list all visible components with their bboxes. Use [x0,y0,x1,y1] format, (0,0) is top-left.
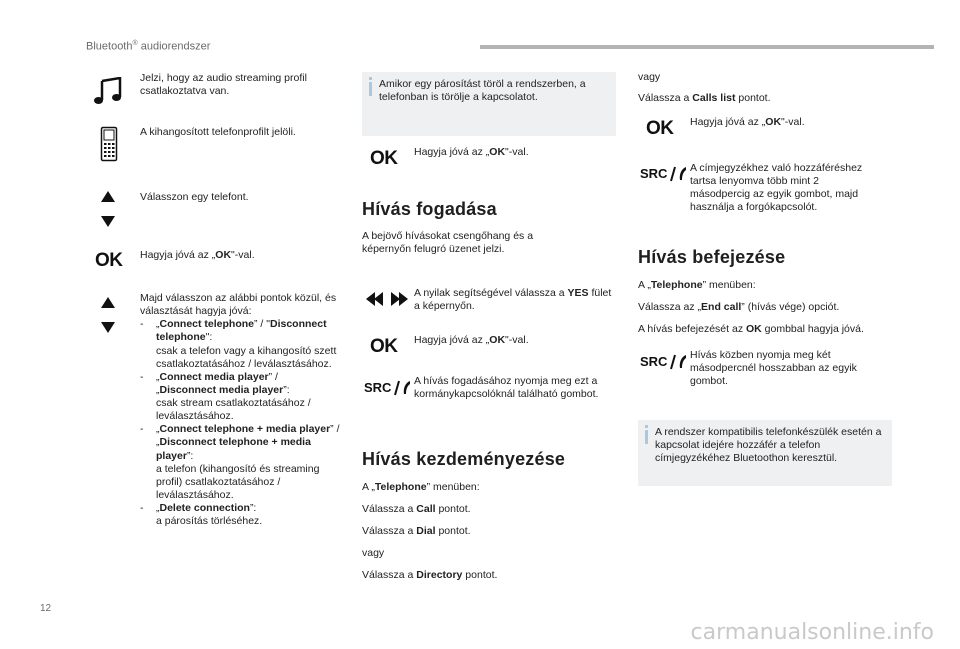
list-item: - „Connect media player” / „Disconnect media player”: csak stream csatlakoztatásához / leválasztásához. [140,371,340,424]
text-confirm-end: A hívás befejezését az OK gombbal hagyja jóvá. [638,323,864,335]
left-right-arrows-icon [366,292,408,310]
page-number: 12 [40,603,52,614]
heading-end-call: Hívás befejezése [638,247,786,267]
text-or: vagy [638,71,661,83]
info-icon-bar [369,82,372,96]
text-telephone-menu: A „Telephone” menüben: [638,279,756,291]
info-icon [369,77,372,80]
text-select-phone: Válasszon egy telefont. [140,191,249,203]
music-note-icon [93,77,125,109]
text-select-directory: Válassza a Directory pontot. [362,569,498,581]
mobile-phone-icon [100,126,118,166]
watermark: carmanualsonline.info [690,620,934,645]
info-note-phonebook-access [638,420,892,486]
info-icon [645,425,648,428]
text-select-end-call: Válassza az „End call” (hívás vége) opciót. [638,301,840,313]
up-down-arrows-icon [101,297,115,337]
text-select-call: Válassza a Call pontot. [362,503,471,515]
header-rule [480,45,934,49]
info-note-text: Amikor egy párosítást töröl a rendszerben, a telefonban is törölje a kapcsolatot. [379,78,586,104]
text-handsfree-profile: A kihangosított telefonprofilt jelöli. [140,126,296,138]
page-header-title: Bluetooth® audiorendszer [86,40,211,53]
list-item: - „Delete connection”: a párosítás törléséhez. [140,502,340,528]
info-note-text: A rendszer kompatibilis telefonkészülék esetén a kapcsolat idejére hozzáfér a telefon címjegyzékéhez Bluetoothon keresztül. [655,426,882,465]
text-confirm-ok: Hagyja jóvá az „OK"-val. [414,146,529,158]
src-phone-button-icon: SRC [640,354,689,370]
ok-button-icon: OK [370,336,398,357]
list-item: - „Connect telephone + media player” / „Disconnect telephone + media player”: a telefon (kihangosító és streaming profil) csatlakoztatásához / leválasztásához. [140,423,340,502]
text-directory-access: A címjegyzékhez való hozzáféréshez tartsa lenyomva több mint 2 másodpercig az egyik gombot, majd használja a forgókapcsolót. [690,162,863,214]
connection-options [140,292,340,528]
text-or: vagy [362,547,385,559]
text-end-during-call: Hívás közben nyomja meg két másodpercnél hosszabban az egyik gombot. [690,349,857,388]
text-incoming-call: A bejövő hívásokat csengőhang és a képernyőn felugró üzenet jelzi. [362,230,534,256]
src-phone-button-icon: SRC [364,380,413,396]
text-confirm-ok: Hagyja jóvá az „OK"-val. [414,334,529,346]
text-answer-call: A hívás fogadásához nyomja meg ezt a kormánykapcsolóknál található gombot. [414,375,599,401]
text-telephone-menu: A „Telephone” menüben: [362,481,480,493]
heading-make-call: Hívás kezdeményezése [362,449,566,469]
src-phone-button-icon: SRC [640,166,689,182]
text-audio-streaming: Jelzi, hogy az audio streaming profil csatlakoztatva van. [140,72,307,98]
ok-button-icon: OK [646,118,674,139]
ok-button-icon: OK [95,250,123,271]
text-select-calls-list: Válassza a Calls list pontot. [638,92,771,104]
up-down-arrows-icon [101,191,115,231]
ok-button-icon: OK [370,148,398,169]
heading-receive-call: Hívás fogadása [362,199,497,219]
options-intro: Majd válasszon az alábbi pontok közül, és választását hagyja jóvá: [140,292,337,318]
info-note-delete-pairing [362,72,616,136]
list-item: - „Connect telephone” / "Disconnect telephone": csak a telefon vagy a kihangosító szett csatlakoztatásához / leválasztásához. [140,318,340,371]
options-list [140,318,340,528]
text-select-dial: Válassza a Dial pontot. [362,525,471,537]
info-icon-bar [645,430,648,444]
text-select-yes: A nyilak segítségével válassza a YES fület a képernyőn. [414,287,612,313]
text-confirm-ok: Hagyja jóvá az „OK"-val. [690,116,805,128]
text-confirm-ok: Hagyja jóvá az „OK"-val. [140,249,255,261]
